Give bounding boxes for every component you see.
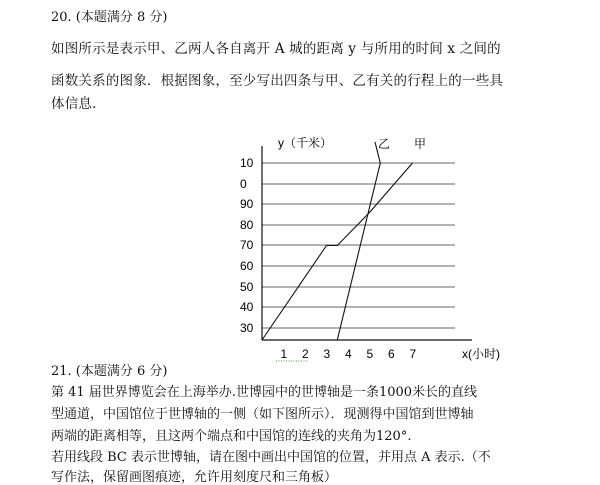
question-20-line-2: 函数关系的图象．根据图象，至少写出四条与甲、乙有关的行程上的一些具	[51, 73, 504, 89]
y-tick-labels	[240, 156, 254, 335]
question-21-line-4: 若用线段 BC 表示世博轴，请在图中画出中国馆的位置，并用点 A 表示.（不	[51, 450, 491, 465]
x-tick-label: 7	[409, 347, 417, 361]
y-tick-label: 60	[240, 259, 254, 273]
x-tick-label: 5	[366, 347, 374, 361]
graph-axes	[262, 146, 472, 340]
question-21-line-2: 型通道，中国馆位于世博轴的一侧（如下图所示）．现测得中国馆到世博轴	[51, 407, 474, 422]
y-tick-label: 90	[240, 197, 254, 211]
y-tick-label: 10	[240, 156, 254, 170]
question-20-line-3: 体信息.	[51, 96, 97, 112]
y-tick-label: 80	[240, 218, 254, 232]
question-20-heading: 20. (本题满分 8 分)	[51, 10, 168, 25]
x-tick-label: 3	[323, 347, 331, 361]
question-21-line-5: 写作法，保留画图痕迹，允许用刻度尺和三角板）	[51, 470, 338, 485]
series-label-jia: 甲	[414, 137, 427, 151]
y-tick-label: 0	[240, 177, 247, 191]
series-line-0	[262, 163, 413, 340]
y-tick-label: 70	[240, 238, 254, 252]
x-tick-label: 1	[280, 347, 288, 361]
y-tick-label: 40	[240, 300, 254, 314]
question-21-heading: 21. (本题满分 6 分)	[51, 364, 168, 379]
y-tick-label: 50	[240, 280, 254, 294]
x-tick-label: 6	[388, 347, 395, 361]
y-axis-label: y（千米）	[278, 136, 333, 150]
x-tick-label: 2	[302, 347, 309, 361]
x-tick-label: 4	[345, 347, 352, 361]
y-tick-label: 30	[240, 321, 254, 335]
question-21-line-1: 第 41 届世界博览会在上海举办.世博园中的世博轴是一条1000米长的直线	[51, 385, 478, 400]
graph-grid	[262, 163, 455, 328]
series-line-1	[337, 163, 380, 340]
question-20-line-1: 如图所示是表示甲、乙两人各自离开 A 城的距离 y 与所用的时间 x 之间的	[51, 41, 501, 57]
x-tick-labels	[276, 347, 417, 361]
graph-lines	[262, 142, 413, 340]
series-label-yi: 乙	[378, 137, 391, 151]
question-21-line-3: 两端的距离相等，且这两个端点和中国馆的连线的夹角为120°.	[51, 429, 412, 444]
x-axis-label: x(小时)	[462, 347, 500, 361]
